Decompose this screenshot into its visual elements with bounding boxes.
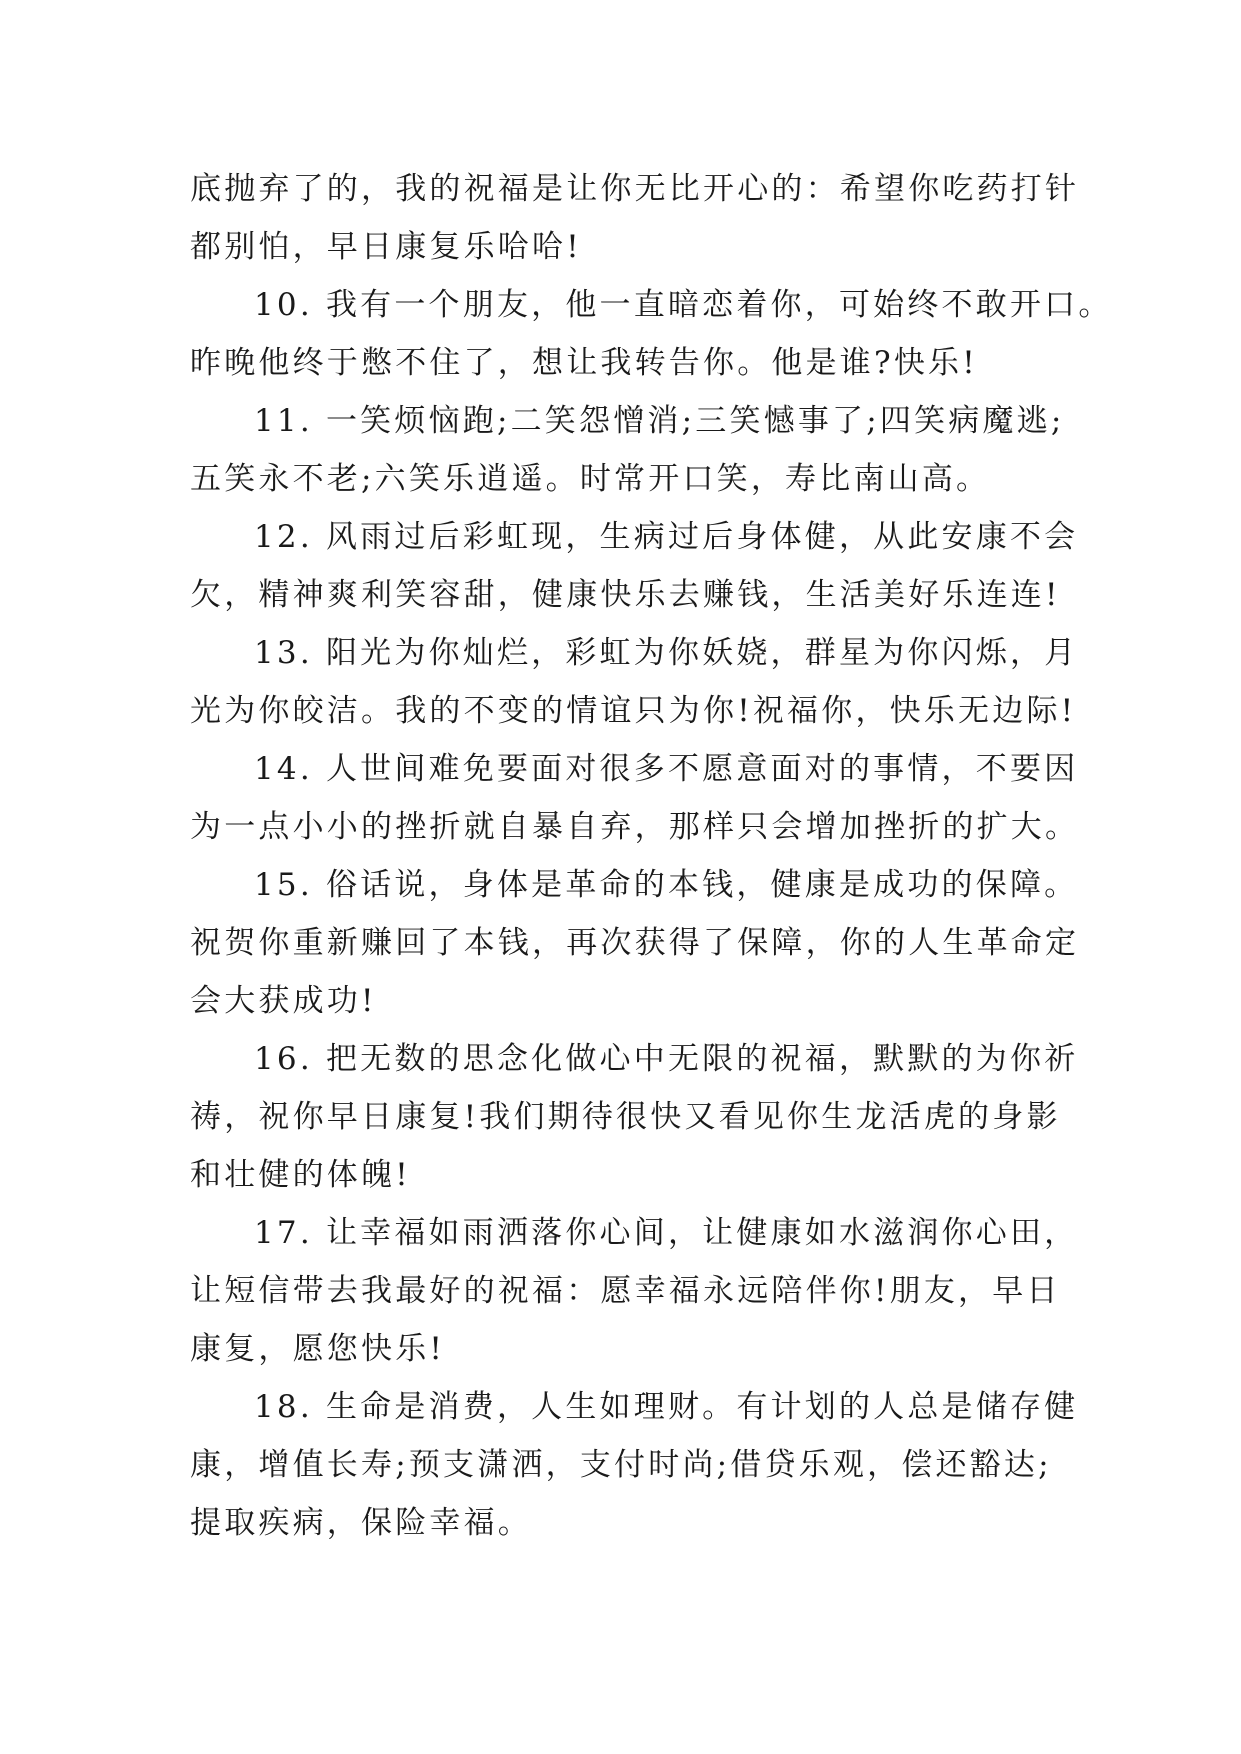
text-line: 提取疾病，保险幸福。	[190, 1505, 532, 1541]
text-line: 17. 让幸福如雨洒落你心间，让健康如水滋润你心田，	[254, 1215, 1079, 1251]
paragraph-entry-10	[190, 276, 1113, 392]
paragraph-entry-17	[190, 1204, 1079, 1378]
paragraph-entry-13	[190, 624, 1079, 740]
paragraph-entry-18	[190, 1378, 1079, 1552]
text-line: 康，增值长寿;预支潇洒，支付时尚;借贷乐观，偿还豁达;	[190, 1447, 1052, 1483]
text-line: 五笑永不老;六笑乐逍遥。时常开口笑，寿比南山高。	[190, 461, 991, 497]
text-line: 10. 我有一个朋友，他一直暗恋着你，可始终不敢开口。	[254, 287, 1113, 323]
paragraph-entry-15	[190, 856, 1080, 1030]
text-line: 12. 风雨过后彩虹现，生病过后身体健，从此安康不会	[254, 519, 1079, 555]
text-line: 和壮健的体魄!	[190, 1157, 411, 1193]
text-line: 欠，精神爽利笑容甜，健康快乐去赚钱，生活美好乐连连!	[190, 577, 1061, 613]
text-line: 16. 把无数的思念化做心中无限的祝福，默默的为你祈	[254, 1041, 1079, 1077]
text-line: 让短信带去我最好的祝福：愿幸福永远陪伴你!朋友，早日	[190, 1273, 1061, 1309]
paragraph-entry-12	[190, 508, 1079, 624]
paragraph-entry-11	[190, 392, 1065, 508]
text-line: 都别怕，早日康复乐哈哈!	[190, 229, 582, 265]
text-line: 18. 生命是消费，人生如理财。有计划的人总是储存健	[254, 1389, 1079, 1425]
text-line: 底抛弃了的，我的祝福是让你无比开心的：希望你吃药打针	[190, 171, 1080, 207]
text-line: 14. 人世间难免要面对很多不愿意面对的事情，不要因	[254, 751, 1079, 787]
document-body	[190, 160, 1113, 1552]
text-line: 13. 阳光为你灿烂，彩虹为你妖娆，群星为你闪烁，月	[254, 635, 1079, 671]
text-line: 昨晚他终于憋不住了，想让我转告你。他是谁?快乐!	[190, 345, 978, 381]
text-line: 11. 一笑烦恼跑;二笑怨憎消;三笑憾事了;四笑病魔逃;	[254, 403, 1065, 439]
paragraph-entry-14	[190, 740, 1080, 856]
paragraph-entry-16	[190, 1030, 1079, 1204]
text-line: 为一点小小的挫折就自暴自弃，那样只会增加挫折的扩大。	[190, 809, 1080, 845]
text-line: 光为你皎洁。我的不变的情谊只为你!祝福你，快乐无边际!	[190, 693, 1077, 729]
text-line: 15. 俗话说，身体是革命的本钱，健康是成功的保障。	[254, 867, 1079, 903]
text-line: 祝贺你重新赚回了本钱，再次获得了保障，你的人生革命定	[190, 925, 1080, 961]
text-line: 会大获成功!	[190, 983, 377, 1019]
text-line: 祷，祝你早日康复!我们期待很快又看见你生龙活虎的身影	[190, 1099, 1061, 1135]
paragraph-continuation	[190, 160, 1080, 276]
text-line: 康复，愿您快乐!	[190, 1331, 446, 1367]
